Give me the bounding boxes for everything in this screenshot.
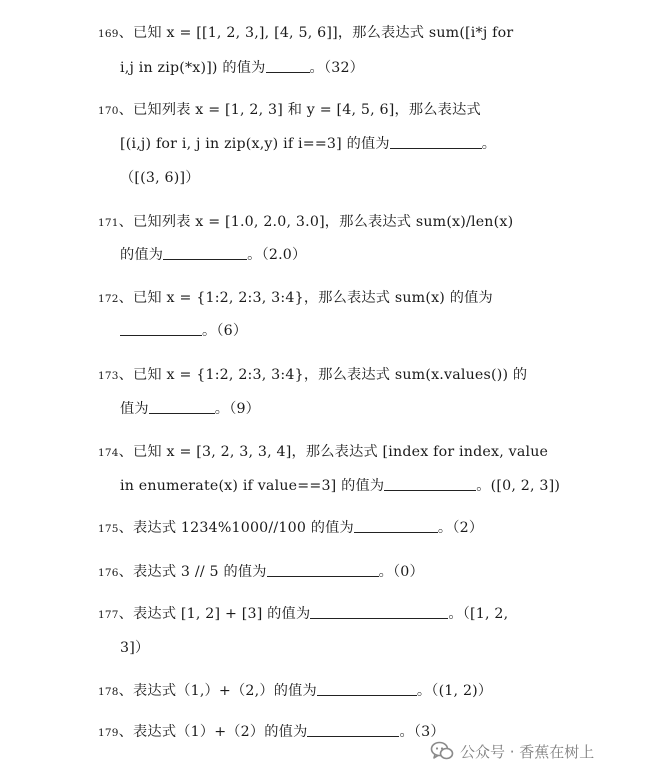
answer-blank xyxy=(307,722,399,737)
answer-text: 。（32） xyxy=(309,60,365,76)
question-text: 、已知 x = {1:2, 2:3, 3:4}，那么表达式 sum(x) 的值为 xyxy=(118,290,493,306)
answer-text: 。（2） xyxy=(437,520,484,536)
answer-text: 。([0, 2, 3]) xyxy=(476,478,561,494)
question-text: 值为 xyxy=(120,401,149,417)
answer-blank xyxy=(120,321,202,336)
answer-blank xyxy=(149,399,215,414)
answer-blank xyxy=(354,518,438,533)
question-number: 176 xyxy=(98,567,119,579)
answer-blank xyxy=(266,58,310,73)
answer-text: （[(3, 6)]） xyxy=(120,170,200,186)
question-text: 、表达式 3 // 5 的值为 xyxy=(118,564,267,580)
question-number: 179 xyxy=(98,727,119,739)
question-text: 、表达式 [1, 2] + [3] 的值为 xyxy=(118,606,311,622)
question-text: 、表达式 1234%1000//100 的值为 xyxy=(118,520,354,536)
answer-blank xyxy=(310,604,448,619)
answer-blank xyxy=(163,245,247,260)
question-text: 、已知 x = {1:2, 2:3, 3:4}，那么表达式 sum(x.values()) 的 xyxy=(118,367,528,383)
question-number: 170 xyxy=(98,105,119,117)
question-number: 175 xyxy=(98,523,119,535)
wechat-logo-icon xyxy=(430,740,454,762)
answer-blank xyxy=(384,476,476,491)
answer-blank xyxy=(317,681,417,696)
question-text: 、已知列表 x = [1.0, 2.0, 3.0]，那么表达式 sum(x)/len(x) xyxy=(118,214,514,230)
answer-text: 。 xyxy=(481,136,497,152)
answer-text: 。（9） xyxy=(214,401,261,417)
question-text: 的值为 xyxy=(120,247,164,263)
question-text: 、已知 x = [[1, 2, 3,], [4, 5, 6]]，那么表达式 sum([i*j for xyxy=(118,25,514,41)
answer-text: 。（0） xyxy=(378,564,424,580)
question-text: i,j in zip(*x)]) 的值为 xyxy=(120,60,266,76)
question-text: 、表达式（1）+（2）的值为 xyxy=(118,724,308,740)
question-text: 、表达式（1,）+（2,）的值为 xyxy=(118,683,317,699)
answer-blank xyxy=(267,562,379,577)
answer-text: 。（(1, 2)） xyxy=(416,683,493,699)
answer-text: 。（3） xyxy=(399,724,445,740)
answer-text: 。（6） xyxy=(202,323,248,339)
question-text: 、已知 x = [3, 2, 3, 3, 4]，那么表达式 [index for index, value xyxy=(118,444,549,460)
question-number: 173 xyxy=(98,370,119,382)
watermark-text: 公众号 · 香蕉在树上 xyxy=(460,742,595,761)
question-text: 、已知列表 x = [1, 2, 3] 和 y = [4, 5, 6]，那么表达式 xyxy=(118,102,481,118)
answer-text: 。（[1, 2, xyxy=(448,606,509,622)
question-number: 177 xyxy=(98,609,119,621)
watermark xyxy=(430,738,594,764)
question-number: 174 xyxy=(98,447,119,459)
answer-text: 3]） xyxy=(120,640,150,656)
question-number: 171 xyxy=(98,217,119,229)
answer-text: 。（2.0） xyxy=(247,247,307,263)
question-text: [(i,j) for i, j in zip(x,y) if i==3] 的值为 xyxy=(120,136,390,152)
question-number: 178 xyxy=(98,686,119,698)
question-text: in enumerate(x) if value==3] 的值为 xyxy=(120,478,385,494)
question-number: 169 xyxy=(98,28,119,40)
answer-blank xyxy=(390,134,482,149)
question-number: 172 xyxy=(98,293,119,305)
